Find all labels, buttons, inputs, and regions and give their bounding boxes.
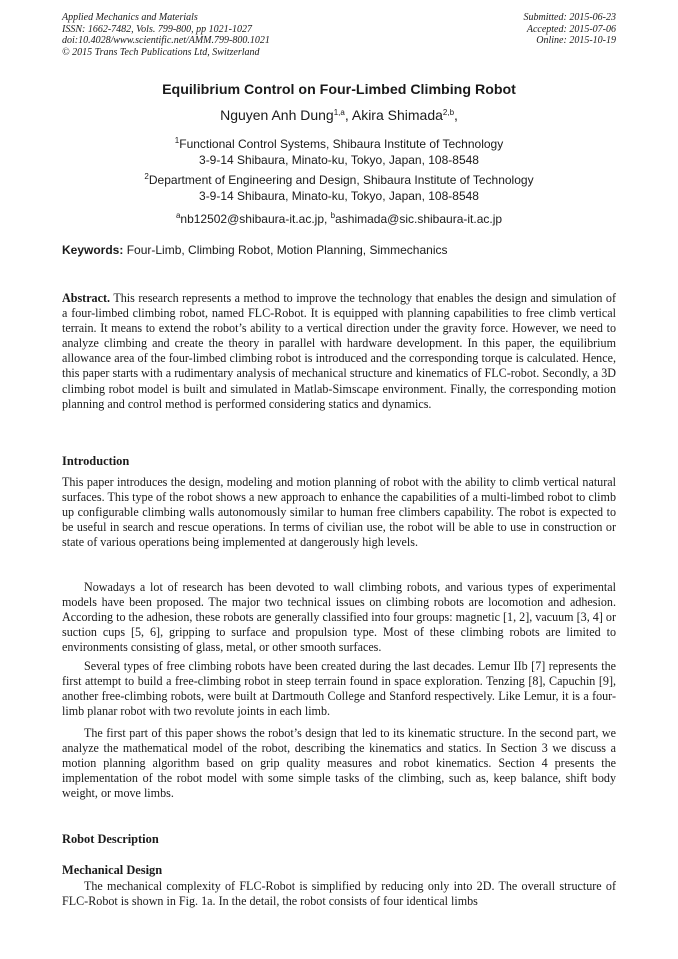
email-separator: , (324, 212, 331, 226)
author-1-affil: 1,a (333, 108, 345, 117)
affiliation-1-mark: 1 (174, 136, 180, 145)
keywords-label: Keywords: (62, 243, 124, 257)
journal-info (62, 12, 270, 58)
intro-paragraph-3: Several types of free climbing robots have been created during the last decades. Lemur IIb [7] represents the first attempt to build a free-climbing robot in steep terrain found in space exploration. Tenzing [8], Capuchin [9], another free-climbing robots, were built at Dartmouth College and Stanford respectively. Like Lemur, it is a four-limb planar robot with two revolute joints in each limb. (62, 659, 616, 719)
author-2: Akira Shimada (351, 107, 443, 123)
submitted-date: Submitted: 2015-06-23 (523, 12, 616, 23)
email-a-mark: a (175, 211, 181, 220)
mechanical-design-paragraph: The mechanical complexity of FLC-Robot is simplified by reducing only into 2D. The overall structure of FLC-Robot is shown in Fig. 1a. In the detail, the robot consists of four identical limbs (62, 879, 616, 909)
email-line (0, 211, 678, 227)
email-b-mark: b (330, 211, 336, 220)
keywords (62, 243, 618, 257)
paper-title: Equilibrium Control on Four-Limbed Climbing Robot (162, 82, 516, 98)
abstract-text: This research represents a method to improve the technology that enables the design and simulation of a four-limbed climbing robot, named FLC-Robot. It is equipped with planning capabilities to free climb vertical terrain. It means to extend the robot’s ability to a vertical direction under the gravity force. However, we need to analyze climbing and create the theory in parallel with hardware development. In this paper, the equilibrium allowance area of the four-limbed climbing robot is introduced and the corresponding torque is calculated. Hence, this paper starts with a rudimentary analysis of mechanical structure and kinematics of FLC-robot. Secondly, a 3D climbing robot model is built and simulated in Matlab-Simscape environment. Finally, the corresponding motion planning and control method is performed considering statics and dynamics. (62, 291, 616, 411)
affiliation-1-line1: Functional Control Systems, Shibaura Institute of Technology (179, 137, 504, 151)
issn-line: ISSN: 1662-7482, Vols. 799-800, pp 1021-1027 (62, 23, 252, 35)
abstract-label: Abstract. (62, 291, 111, 305)
author-line (0, 107, 678, 123)
author-2-affil: 2,b (442, 108, 455, 117)
affiliation-2 (0, 172, 678, 204)
accepted-date: Accepted: 2015-07-06 (526, 23, 616, 35)
introduction-heading: Introduction (62, 454, 130, 468)
affiliation-2-mark: 2 (144, 172, 149, 181)
author-tail: , (454, 107, 458, 123)
affiliation-2-line2: 3-9-14 Shibaura, Minato-ku, Tokyo, Japan, 108-8548 (199, 189, 479, 203)
affiliation-2-line1: Department of Engineering and Design, Shibaura Institute of Technology (148, 173, 534, 187)
author-separator: , (344, 107, 352, 123)
keywords-text: Four-Limb, Climbing Robot, Motion Planning, Simmechanics (123, 243, 448, 257)
affiliation-1 (0, 136, 678, 168)
intro-paragraph-2: Nowadays a lot of research has been devoted to wall climbing robots, and various types of experimental models have been proposed. The major two technical issues on climbing robots are locomotion and adhesion. According to the adhesion, these robots are generally classified into four groups: magnetic [1, 2], vacuum [3, 4] or suction cups [5, 6], gripping to surface and propulsion type. Most of these climbing robots are limited to environments consisting of glass, metal, or other smooth surfaces. (62, 580, 616, 655)
email-a[interactable]: nb12502@shibaura-it.ac.jp (180, 212, 324, 226)
intro-paragraph-1: This paper introduces the design, modeling and motion planning of robot with the ability to climb vertical natural surfaces. This type of the robot shows a new approach to enhance the capabilities of a multi-limbed robot to climb up configurable climbing walls autonomously similar to human free climbers capability. The robot is expected to be useful in search and rescue operations. In terms of civilian use, the robot will be able to use in construction or state of various operations being implemented at dangerously high levels. (62, 475, 616, 550)
affiliation-1-line2: 3-9-14 Shibaura, Minato-ku, Tokyo, Japan, 108-8548 (199, 153, 479, 167)
online-date: Online: 2015-10-19 (536, 35, 616, 47)
doi-line: doi:10.4028/www.scientific.net/AMM.799-800.1021 (62, 35, 270, 47)
author-1: Nguyen Anh Dung (220, 107, 334, 123)
abstract (62, 291, 616, 412)
email-b[interactable]: ashimada@sic.shibaura-it.ac.jp (335, 212, 503, 226)
journal-name: Applied Mechanics and Materials (62, 12, 198, 23)
mechanical-design-heading: Mechanical Design (62, 863, 163, 877)
intro-paragraph-4: The first part of this paper shows the robot’s design that led to its kinematic structure. In the second part, we analyze the mathematical model of the robot, describing the kinematics and statics. In Section 3 we discuss a motion planning algorithm based on grip quality measures and robot kinematics. Section 4 presents the implementation of the robot model with some simple tasks of the climbing, such as, keep balance, shift body weight, or move limbs. (62, 726, 616, 801)
copyright-line: © 2015 Trans Tech Publications Ltd, Switzerland (62, 46, 260, 58)
robot-description-heading: Robot Description (62, 832, 159, 846)
submission-dates (524, 12, 617, 47)
